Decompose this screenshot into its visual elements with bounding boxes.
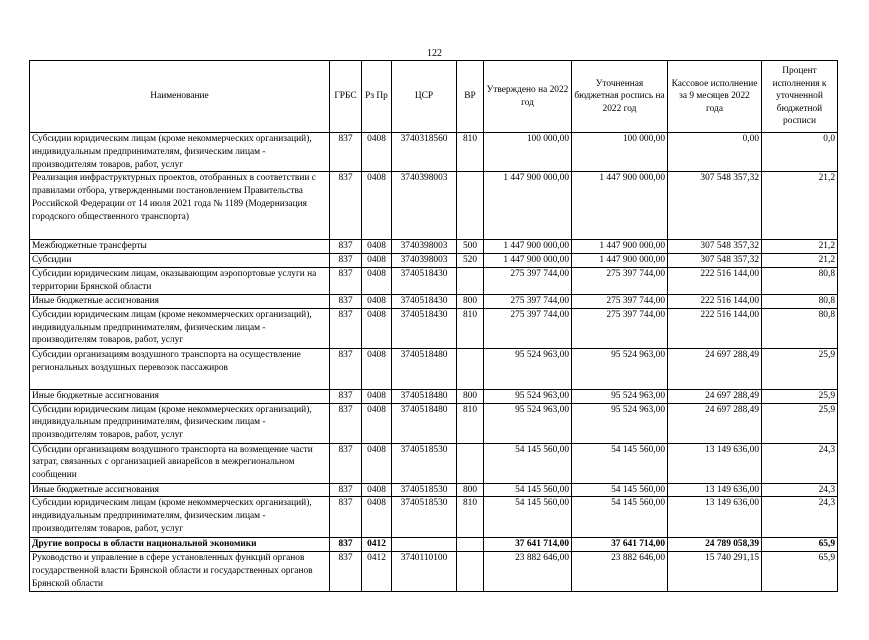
header-name: Наименование [30, 61, 330, 133]
row-vr: 800 [457, 483, 484, 497]
table-row [30, 483, 838, 497]
row-csr: 3740518480 [392, 348, 457, 389]
row-cash: 24 789 058,39 [668, 538, 762, 552]
header-cash: Кассовое исполнение за 9 месяцев 2022 года [668, 61, 762, 133]
row-cash: 0,00 [668, 133, 762, 172]
row-vr: 800 [457, 389, 484, 403]
row-grbs: 837 [330, 172, 362, 240]
row-cash: 222 516 144,00 [668, 308, 762, 348]
row-cash: 24 697 288,49 [668, 403, 762, 443]
row-approved: 275 397 744,00 [484, 267, 572, 294]
row-rzpr: 0408 [362, 497, 392, 538]
row-cash: 307 548 357,32 [668, 254, 762, 268]
row-name: Субсидии юридическим лицам (кроме некоммерческих организаций), индивидуальным предпринимателям, физическим лицам - производителям товаров, работ, услуг [30, 308, 330, 348]
row-grbs: 837 [330, 552, 362, 592]
row-refined: 1 447 900 000,00 [572, 172, 668, 240]
row-rzpr: 0408 [362, 267, 392, 294]
row-rzpr: 0408 [362, 294, 392, 308]
row-grbs: 837 [330, 133, 362, 172]
row-approved: 95 524 963,00 [484, 403, 572, 443]
row-percent: 25,9 [762, 348, 838, 389]
header-grbs: ГРБС [330, 61, 362, 133]
row-refined: 23 882 646,00 [572, 552, 668, 592]
row-cash: 13 149 636,00 [668, 483, 762, 497]
row-name: Реализация инфраструктурных проектов, отобранных в соответствии с правилами отбора, утвержденными постановлением Правительства Российской Федерации от 14 июля 2021 года № 1189 (Модернизация городского общественного транспорта) [30, 172, 330, 240]
row-grbs: 837 [330, 308, 362, 348]
row-rzpr: 0408 [362, 133, 392, 172]
row-rzpr: 0412 [362, 538, 392, 552]
row-csr: 3740110100 [392, 552, 457, 592]
row-cash: 13 149 636,00 [668, 497, 762, 538]
row-refined: 275 397 744,00 [572, 308, 668, 348]
table-row [30, 497, 838, 538]
row-csr: 3740518480 [392, 389, 457, 403]
row-rzpr: 0408 [362, 172, 392, 240]
row-percent: 24,3 [762, 497, 838, 538]
table-row [30, 240, 838, 254]
row-name: Субсидии [30, 254, 330, 268]
page-number: 122 [427, 48, 442, 59]
row-name: Межбюджетные трансферты [30, 240, 330, 254]
table-row [30, 267, 838, 294]
header-row [30, 61, 838, 133]
row-name: Субсидии организациям воздушного транспорта на возмещение части затрат, связанных с организацией авиарейсов в межрегиональном сообщении [30, 443, 330, 483]
row-name: Иные бюджетные ассигнования [30, 483, 330, 497]
row-rzpr: 0408 [362, 240, 392, 254]
row-approved: 54 145 560,00 [484, 443, 572, 483]
row-name: Субсидии юридическим лицам (кроме некоммерческих организаций), индивидуальным предпринимателям, физическим лицам - производителям товаров, работ, услуг [30, 133, 330, 172]
row-grbs: 837 [330, 483, 362, 497]
row-csr: 3740398003 [392, 240, 457, 254]
row-vr: 810 [457, 497, 484, 538]
row-percent: 21,2 [762, 172, 838, 240]
row-vr [457, 538, 484, 552]
row-percent: 0,0 [762, 133, 838, 172]
row-approved: 37 641 714,00 [484, 538, 572, 552]
row-vr [457, 348, 484, 389]
row-approved: 100 000,00 [484, 133, 572, 172]
row-grbs: 837 [330, 403, 362, 443]
table-row [30, 172, 838, 240]
table-row [30, 552, 838, 592]
row-refined: 275 397 744,00 [572, 294, 668, 308]
row-refined: 95 524 963,00 [572, 389, 668, 403]
row-percent: 80,8 [762, 308, 838, 348]
row-grbs: 837 [330, 497, 362, 538]
row-vr [457, 443, 484, 483]
row-rzpr: 0412 [362, 552, 392, 592]
row-cash: 24 697 288,49 [668, 348, 762, 389]
row-csr: 3740518530 [392, 443, 457, 483]
row-percent: 80,8 [762, 294, 838, 308]
row-name: Иные бюджетные ассигнования [30, 294, 330, 308]
row-percent: 65,9 [762, 538, 838, 552]
row-approved: 275 397 744,00 [484, 294, 572, 308]
row-refined: 100 000,00 [572, 133, 668, 172]
row-approved: 1 447 900 000,00 [484, 240, 572, 254]
row-refined: 54 145 560,00 [572, 497, 668, 538]
table-row [30, 348, 838, 389]
row-vr: 800 [457, 294, 484, 308]
row-percent: 24,3 [762, 443, 838, 483]
row-grbs: 837 [330, 443, 362, 483]
row-name: Иные бюджетные ассигнования [30, 389, 330, 403]
row-rzpr: 0408 [362, 254, 392, 268]
table-row [30, 538, 838, 552]
row-vr [457, 172, 484, 240]
row-rzpr: 0408 [362, 348, 392, 389]
row-csr [392, 538, 457, 552]
row-csr: 3740318560 [392, 133, 457, 172]
row-vr [457, 552, 484, 592]
row-grbs: 837 [330, 254, 362, 268]
row-name: Руководство и управление в сфере установленных функций органов государственной власти Брянской области и государственных органов Брянской области [30, 552, 330, 592]
row-csr: 3740398003 [392, 172, 457, 240]
row-vr: 520 [457, 254, 484, 268]
table-row [30, 294, 838, 308]
row-vr [457, 267, 484, 294]
row-approved: 54 145 560,00 [484, 497, 572, 538]
row-percent: 24,3 [762, 483, 838, 497]
row-csr: 3740518530 [392, 497, 457, 538]
row-rzpr: 0408 [362, 443, 392, 483]
row-approved: 1 447 900 000,00 [484, 254, 572, 268]
row-approved: 1 447 900 000,00 [484, 172, 572, 240]
budget-table [29, 60, 838, 592]
header-csr: ЦСР [392, 61, 457, 133]
table-row [30, 308, 838, 348]
table-row [30, 254, 838, 268]
row-cash: 13 149 636,00 [668, 443, 762, 483]
row-grbs: 837 [330, 267, 362, 294]
row-percent: 25,9 [762, 389, 838, 403]
table-row [30, 403, 838, 443]
row-percent: 65,9 [762, 552, 838, 592]
row-name: Субсидии организациям воздушного транспорта на осуществление региональных воздушных перевозок пассажиров [30, 348, 330, 389]
row-csr: 3740518530 [392, 483, 457, 497]
row-approved: 54 145 560,00 [484, 483, 572, 497]
row-refined: 37 641 714,00 [572, 538, 668, 552]
row-vr: 810 [457, 133, 484, 172]
header-vr: ВР [457, 61, 484, 133]
table-row [30, 389, 838, 403]
row-cash: 222 516 144,00 [668, 294, 762, 308]
row-name: Субсидии юридическим лицам, оказывающим аэропортовые услуги на территории Брянской области [30, 267, 330, 294]
row-name: Субсидии юридическим лицам (кроме некоммерческих организаций), индивидуальным предпринимателям, физическим лицам - производителям товаров, работ, услуг [30, 497, 330, 538]
row-rzpr: 0408 [362, 403, 392, 443]
table-row [30, 443, 838, 483]
row-approved: 275 397 744,00 [484, 308, 572, 348]
row-refined: 1 447 900 000,00 [572, 254, 668, 268]
row-refined: 95 524 963,00 [572, 348, 668, 389]
row-percent: 80,8 [762, 267, 838, 294]
row-rzpr: 0408 [362, 389, 392, 403]
row-refined: 1 447 900 000,00 [572, 240, 668, 254]
row-rzpr: 0408 [362, 483, 392, 497]
row-csr: 3740518430 [392, 308, 457, 348]
row-refined: 54 145 560,00 [572, 483, 668, 497]
table-row [30, 133, 838, 172]
row-vr: 810 [457, 308, 484, 348]
row-refined: 54 145 560,00 [572, 443, 668, 483]
row-percent: 21,2 [762, 240, 838, 254]
row-vr: 810 [457, 403, 484, 443]
row-rzpr: 0408 [362, 308, 392, 348]
row-csr: 3740518480 [392, 403, 457, 443]
row-grbs: 837 [330, 294, 362, 308]
row-cash: 307 548 357,32 [668, 240, 762, 254]
row-cash: 15 740 291,15 [668, 552, 762, 592]
header-rzpr: Рз Пр [362, 61, 392, 133]
row-vr: 500 [457, 240, 484, 254]
row-csr: 3740518430 [392, 267, 457, 294]
row-grbs: 837 [330, 538, 362, 552]
row-name: Субсидии юридическим лицам (кроме некоммерческих организаций), индивидуальным предпринимателям, физическим лицам - производителям товаров, работ, услуг [30, 403, 330, 443]
row-grbs: 837 [330, 240, 362, 254]
row-cash: 222 516 144,00 [668, 267, 762, 294]
row-percent: 25,9 [762, 403, 838, 443]
header-approved: Утверждено на 2022 год [484, 61, 572, 133]
header-percent: Процент исполнения к уточненной бюджетной росписи [762, 61, 838, 133]
row-refined: 275 397 744,00 [572, 267, 668, 294]
row-cash: 307 548 357,32 [668, 172, 762, 240]
row-csr: 3740398003 [392, 254, 457, 268]
row-approved: 95 524 963,00 [484, 348, 572, 389]
row-refined: 95 524 963,00 [572, 403, 668, 443]
row-approved: 95 524 963,00 [484, 389, 572, 403]
row-cash: 24 697 288,49 [668, 389, 762, 403]
row-percent: 21,2 [762, 254, 838, 268]
row-csr: 3740518430 [392, 294, 457, 308]
row-grbs: 837 [330, 348, 362, 389]
row-grbs: 837 [330, 389, 362, 403]
row-approved: 23 882 646,00 [484, 552, 572, 592]
row-name: Другие вопросы в области национальной экономики [30, 538, 330, 552]
header-refined: Уточненная бюджетная роспись на 2022 год [572, 61, 668, 133]
